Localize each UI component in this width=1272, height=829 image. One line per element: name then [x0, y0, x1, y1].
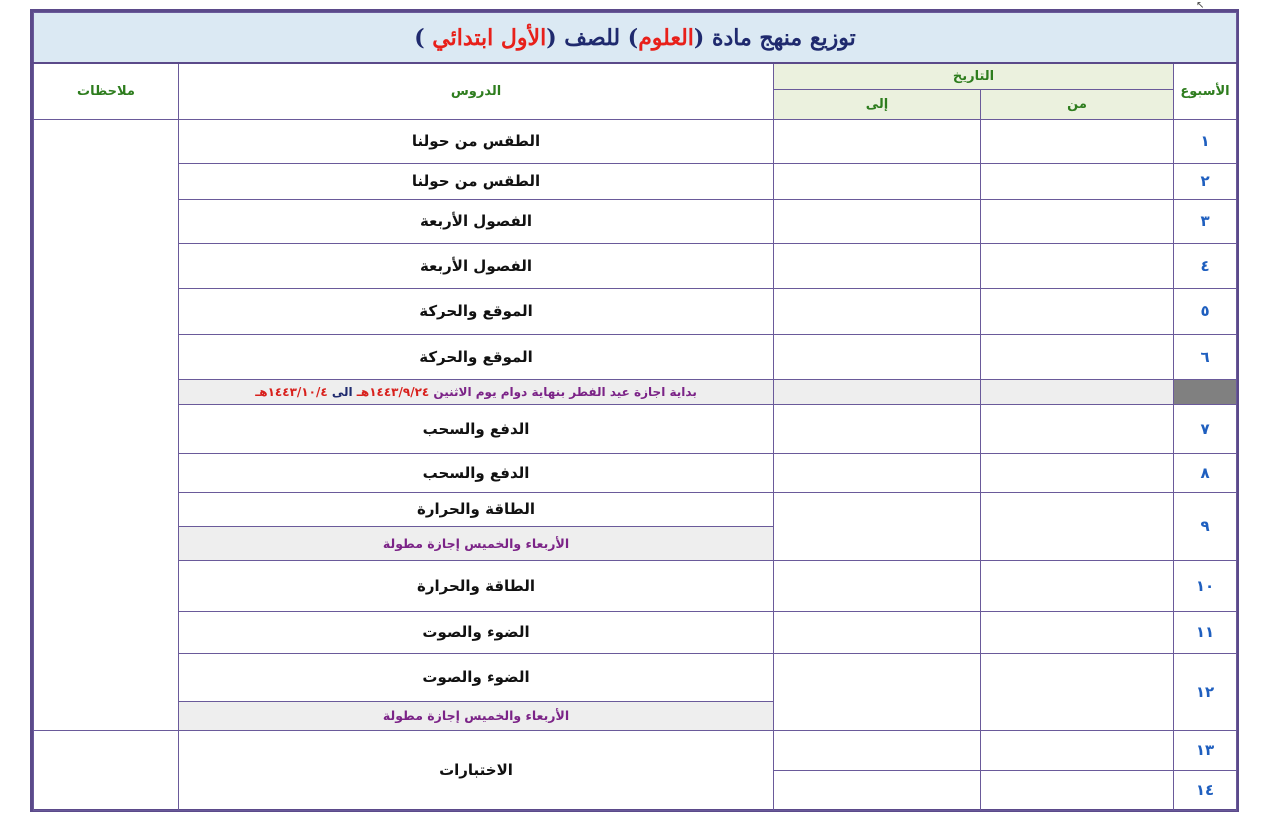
date-to-cell[interactable] — [774, 492, 981, 560]
date-from-cell[interactable] — [981, 379, 1174, 404]
week-number: ٧ — [1174, 404, 1237, 453]
date-to-cell[interactable] — [774, 730, 981, 770]
date-from-cell[interactable] — [981, 730, 1174, 770]
lesson-cell: الدفع والسحب — [179, 453, 774, 492]
lesson-cell: الموقع والحركة — [179, 334, 774, 379]
date-to-cell[interactable] — [774, 288, 981, 334]
table-row — [34, 163, 1237, 199]
table-row — [34, 199, 1237, 243]
notes-cell[interactable] — [34, 730, 179, 810]
table-row — [34, 243, 1237, 288]
week-number: ١٣ — [1174, 730, 1237, 770]
holiday-note: الأربعاء والخميس إجازة مطولة — [179, 701, 774, 730]
header-notes: ملاحظات — [34, 63, 179, 119]
date-from-cell[interactable] — [981, 404, 1174, 453]
table-row — [34, 288, 1237, 334]
header-date: التاريخ — [774, 63, 1174, 89]
lesson-cell: الضوء والصوت — [179, 653, 774, 701]
date-from-cell[interactable] — [981, 492, 1174, 560]
table-row — [34, 653, 1237, 701]
table-row — [34, 730, 1237, 770]
lesson-cell: الضوء والصوت — [179, 611, 774, 653]
date-from-cell[interactable] — [981, 334, 1174, 379]
table-row — [34, 119, 1237, 163]
date-from-cell[interactable] — [981, 163, 1174, 199]
eid-holiday-row — [34, 379, 1237, 404]
date-to-cell[interactable] — [774, 560, 981, 611]
date-from-cell[interactable] — [981, 611, 1174, 653]
lesson-cell: الاختبارات — [179, 730, 774, 810]
week-number: ١ — [1174, 119, 1237, 163]
title-bar — [34, 13, 1237, 64]
date-from-cell[interactable] — [981, 453, 1174, 492]
week-number: ٣ — [1174, 199, 1237, 243]
holiday-note: الأربعاء والخميس إجازة مطولة — [179, 526, 774, 560]
week-number: ٤ — [1174, 243, 1237, 288]
date-from-cell[interactable] — [981, 119, 1174, 163]
table-row — [34, 560, 1237, 611]
lesson-cell: الطاقة والحرارة — [179, 560, 774, 611]
date-to-cell[interactable] — [774, 453, 981, 492]
date-from-cell[interactable] — [981, 288, 1174, 334]
date-from-cell[interactable] — [981, 243, 1174, 288]
lesson-cell: الموقع والحركة — [179, 288, 774, 334]
week-number: ٦ — [1174, 334, 1237, 379]
schedule-sheet — [30, 9, 1239, 812]
page-title: توزيع منهج مادة (العلوم) للصف (الأول ابتدائي ) — [414, 24, 856, 51]
week-number — [1174, 379, 1237, 404]
date-from-cell[interactable] — [981, 560, 1174, 611]
lesson-cell: الطاقة والحرارة — [179, 492, 774, 526]
date-to-cell[interactable] — [774, 199, 981, 243]
week-number: ٥ — [1174, 288, 1237, 334]
curriculum-table — [33, 12, 1237, 811]
eid-notice: بداية اجازة عيد الفطر بنهاية دوام يوم الاثنين ١٤٤٣/٩/٢٤هـ الى ١٤٤٣/١٠/٤هـ — [179, 379, 774, 404]
table-row — [34, 334, 1237, 379]
lesson-cell: الطقس من حولنا — [179, 163, 774, 199]
table-row — [34, 453, 1237, 492]
date-to-cell[interactable] — [774, 404, 981, 453]
date-to-cell[interactable] — [774, 334, 981, 379]
notes-cell[interactable] — [34, 119, 179, 730]
date-to-cell[interactable] — [774, 163, 981, 199]
week-number: ١٤ — [1174, 770, 1237, 810]
date-to-cell[interactable] — [774, 653, 981, 730]
week-number: ٢ — [1174, 163, 1237, 199]
date-to-cell[interactable] — [774, 611, 981, 653]
date-from-cell[interactable] — [981, 199, 1174, 243]
week-number: ١٢ — [1174, 653, 1237, 730]
date-to-cell[interactable] — [774, 770, 981, 810]
lesson-cell: الفصول الأربعة — [179, 243, 774, 288]
lesson-cell: الدفع والسحب — [179, 404, 774, 453]
date-from-cell[interactable] — [981, 770, 1174, 810]
week-number: ١٠ — [1174, 560, 1237, 611]
week-number: ٩ — [1174, 492, 1237, 560]
date-from-cell[interactable] — [981, 653, 1174, 730]
lesson-cell: الفصول الأربعة — [179, 199, 774, 243]
header-to: إلى — [774, 89, 981, 119]
lesson-cell: الطقس من حولنا — [179, 119, 774, 163]
table-row — [34, 611, 1237, 653]
date-to-cell[interactable] — [774, 379, 981, 404]
header-lessons: الدروس — [179, 63, 774, 119]
table-row — [34, 404, 1237, 453]
table-row — [34, 492, 1237, 526]
week-number: ٨ — [1174, 453, 1237, 492]
header-from: من — [981, 89, 1174, 119]
cursor-icon: ↖ — [1196, 0, 1205, 11]
header-week: الأسبوع — [1174, 63, 1237, 119]
date-to-cell[interactable] — [774, 119, 981, 163]
week-number: ١١ — [1174, 611, 1237, 653]
date-to-cell[interactable] — [774, 243, 981, 288]
